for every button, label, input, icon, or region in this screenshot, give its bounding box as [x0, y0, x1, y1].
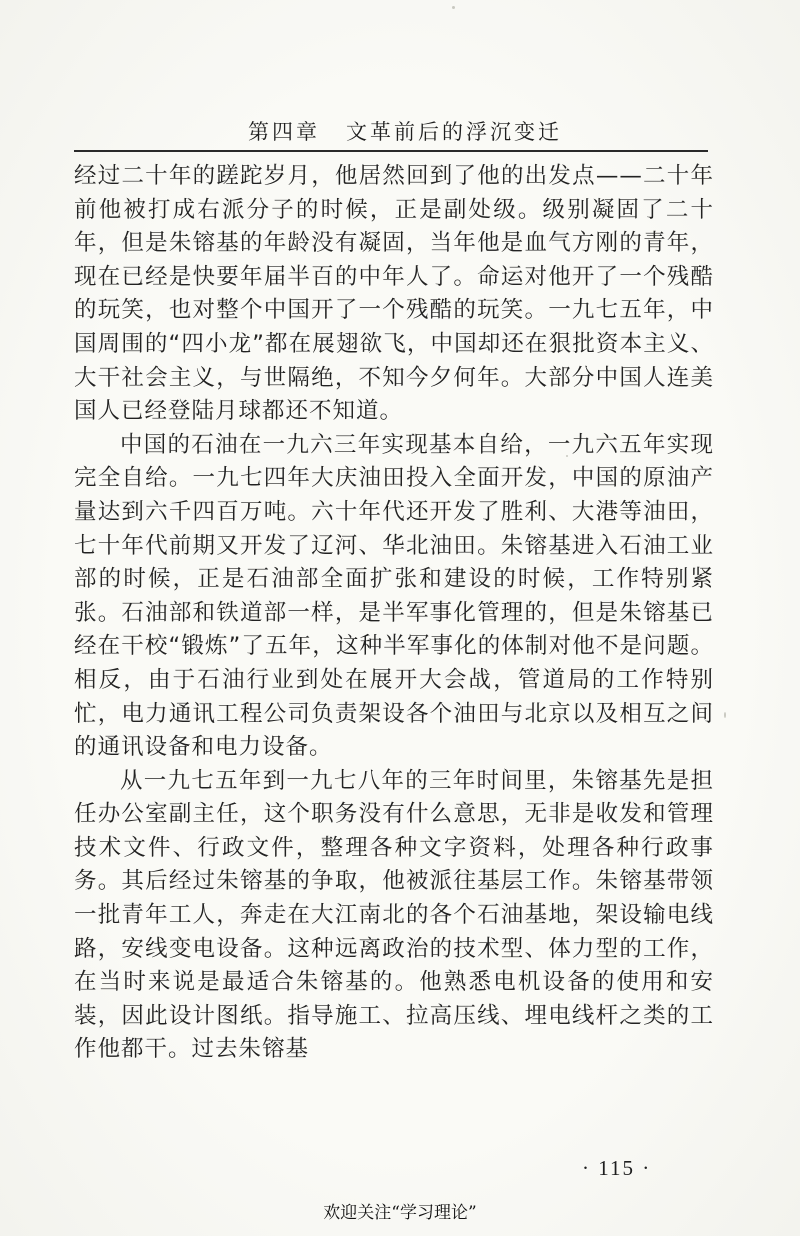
- chapter-title: 文革前后的浮沉变迁: [346, 120, 562, 144]
- chapter-number: 第四章: [248, 120, 320, 144]
- footer-note: 欢迎关注“学习理论”: [323, 1203, 477, 1223]
- running-header-text: [248, 116, 562, 146]
- scan-speck: [452, 6, 455, 9]
- running-header: [74, 116, 708, 152]
- paragraph-1: 经过二十年的蹉跎岁月，他居然回到了他的出发点——二十年前他被打成右派分子的时候，正是副处级。级别凝固了二十年，但是朱镕基的年龄没有凝固，当年他是血气方刚的青年，现在已经是快要年届半百的中年人了。命运对他开了一个残酷的玩笑，也对整个中国开了一个残酷的玩笑。一九七五年，中国周围的“四小龙”都在展翅欲飞，中国却还在狠批资本主义、大干社会主义，与世隔绝，不知今夕何年。大部分中国人连美国人已经登陆月球都还不知道。: [74, 163, 714, 425]
- body-text: [74, 160, 714, 1067]
- paragraph-3: 从一九七五年到一九七八年的三年时间里，朱镕基先是担任办公室副主任，这个职务没有什么意思，无非是收发和管理技术文件、行政文件，整理各种文字资料，处理各种行政事务。其后经过朱镕基的争取，他被派往基层工作。朱镕基带领一批青年工人，奔走在大江南北的各个石油基地，架设输电线路，安线变电设备。这种远离政治的技术型、体力型的工作，在当时来说是最适合朱镕基的。他熟悉电机设备的使用和安装，因此设计图纸。指导施工、拉高压线、埋电线杆之类的工作他都干。过去朱镕基: [74, 767, 714, 1063]
- scan-speck: [724, 712, 726, 718]
- page-number: · 115 ·: [582, 1156, 652, 1180]
- paragraph-2: 中国的石油在一九六三年实现基本自给，一九六五年实现完全自给。一九七四年大庆油田投入全面开发，中国的原油产量达到六千四百万吨。六十年代还开发了胜利、大港等油田，七十年代前期又开发了辽河、华北油田。朱镕基进入石油工业部的时候，正是石油部全面扩张和建设的时候，工作特别紧张。石油部和铁道部一样，是半军事化管理的，但是朱镕基已经在干校“锻炼”了五年，这种半军事化的体制对他不是问题。相反，由于石油行业到处在展开大会战，管道局的工作特别忙，电力通讯工程公司负责架设各个油田与北京以及相互之间的通讯设备和电力设备。: [74, 431, 714, 761]
